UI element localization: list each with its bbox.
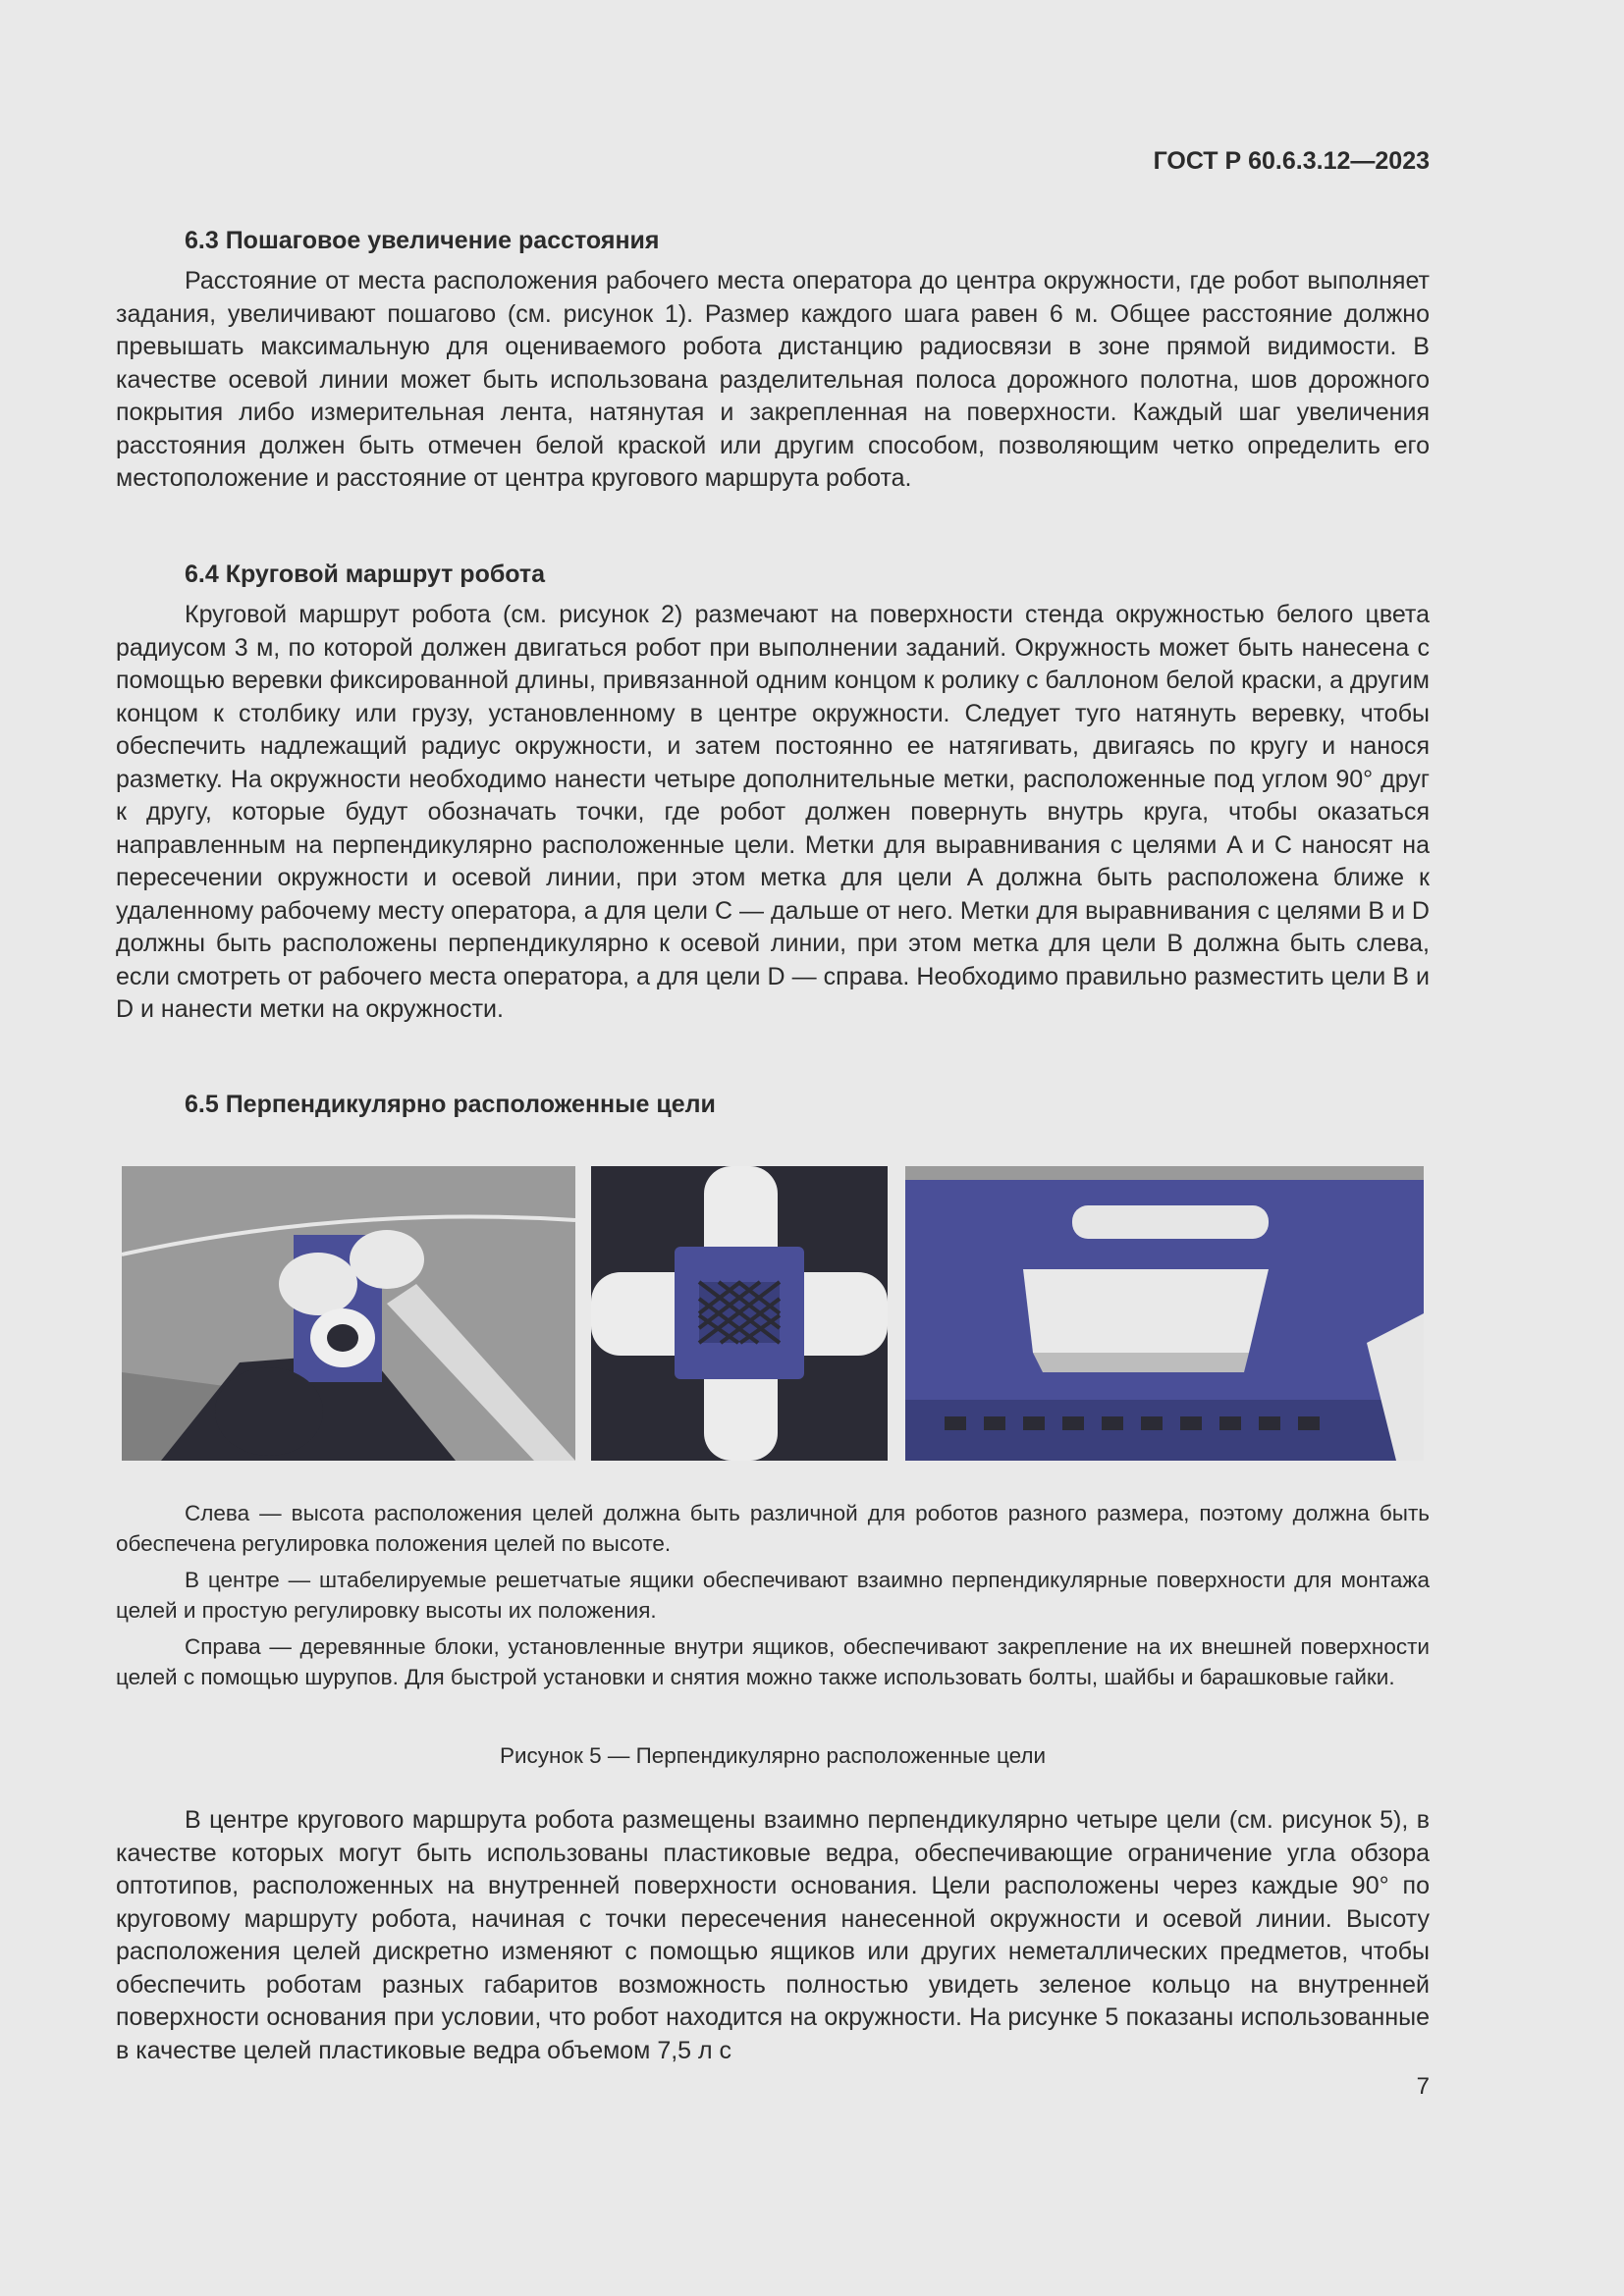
paragraph: Круговой маршрут робота (см. рисунок 2) размечают на поверхности стенда окружностью белого цвета радиусом 3 м, по которой должен двигаться робот при выполнении заданий. Окружность может быть нанесена с помощью веревки фиксированной длины, привязанной одним концом к ролику с баллоном белой краски, а другим концом к столбику или грузу, установленному в центре окружности. Следует туго натянуть веревку, чтобы обеспечить надлежащий радиус окружности, и затем постоянно ее натягивать, двигаясь по кругу и нанося разметку. На окружности необходимо нанести четыре дополнительные метки, расположенные под углом 90° друг к другу, которые будут обозначать точки, где робот должен повернуть внутрь круга, чтобы оказаться направленным на перпендикулярно расположенные цели. Метки для выравнивания с целями A и C наносят на пересечении окружности и осевой линии, при этом метка для цели A должна быть расположена ближе к удаленному рабочему месту оператора, а для цели C — дальше от него. Метки для выравнивания с целями B и D должны быть расположены перпендикулярно к осевой линии, при этом метка для цели B должна быть слева, если смотреть от рабочего места оператора, а для цели D — справа. Необходимо правильно разместить цели B и D и нанести метки на окружности. <box>116 601 1430 1023</box>
section-heading: 6.4 Круговой маршрут робота <box>185 561 546 588</box>
document-code: ГОСТ Р 60.6.3.12—2023 <box>1153 147 1430 175</box>
figure-title: Рисунок 5 — Перпендикулярно расположенные цели <box>499 1743 1047 1768</box>
figure-note-left: Слева — высота расположения целей должна быть различной для роботов разного размера, поэтому должна быть обеспечена регулировка положения целей по высоте. <box>116 1501 1430 1556</box>
figure-note-center: В центре — штабелируемые решетчатые ящики обеспечивают взаимно перпендикулярные поверхности для монтажа целей и простую регулировку высоты их положения. <box>116 1568 1430 1623</box>
photo-robot-target-image <box>122 1166 575 1461</box>
section-6-3 <box>116 224 1430 496</box>
photo-crate-targets-image <box>591 1166 888 1461</box>
section-heading: 6.5 Перпендикулярно расположенные цели <box>185 1091 716 1118</box>
paragraph: Расстояние от места расположения рабочего места оператора до центра окружности, где робот выполняет задания, увеличивают пошагово (см. рисунок 1). Размер каждого шага равен 6 м. Общее расстояние должно превышать максимальную для оцениваемого робота дистанцию радиосвязи в зоне прямой видимости. В качестве осевой линии может быть использована разделительная полоса дорожного полотна, шов дорожного покрытия либо измерительная лента, натянутая и закрепленная на поверхности. Каждый шаг увеличения расстояния должен быть отмечен белой краской или другим способом, позволяющим четко определить его местоположение и расстояние от центра кругового маршрута робота. <box>116 267 1430 492</box>
paragraph-after-figure <box>116 1804 1430 2067</box>
paragraph: В центре кругового маршрута робота размещены взаимно перпендикулярно четыре цели (см. рисунок 5), в качестве которых могут быть использованы пластиковые ведра, обеспечивающие ограничение угла обзора оптотипов, расположенных на внутренней поверхности основания. Цели расположены через каждые 90° по круговому маршруту робота, начиная с точки пересечения нанесенной окружности и осевой линии. Высоту расположения целей дискретно изменяют с помощью ящиков или других неметаллических предметов, чтобы обеспечить роботам разных габаритов возможность полностью увидеть зеленое кольцо на внутренней поверхности основания при условии, что робот находится на окружности. На рисунке 5 показаны использованные в качестве целей пластиковые ведра объемом 7,5 л с <box>116 1806 1430 2064</box>
figure-photo-center <box>591 1166 888 1461</box>
section-heading: 6.3 Пошаговое увеличение расстояния <box>185 227 660 254</box>
page-number: 7 <box>1416 2073 1430 2100</box>
figure-note-right: Справа — деревянные блоки, установленные внутри ящиков, обеспечивают закрепление на их внешней поверхности целей с помощью шурупов. Для быстрой установки и снятия можно также использовать болты, шайбы и барашковые гайки. <box>116 1634 1430 1689</box>
photo-wood-block-image <box>905 1166 1424 1461</box>
figure-photo-right <box>905 1166 1424 1461</box>
section-6-5 <box>116 1088 1430 1121</box>
section-6-4 <box>116 558 1430 1027</box>
figure-title-block <box>116 1743 1430 1769</box>
figure-notes <box>116 1498 1430 1698</box>
figure-photo-left <box>122 1166 575 1461</box>
